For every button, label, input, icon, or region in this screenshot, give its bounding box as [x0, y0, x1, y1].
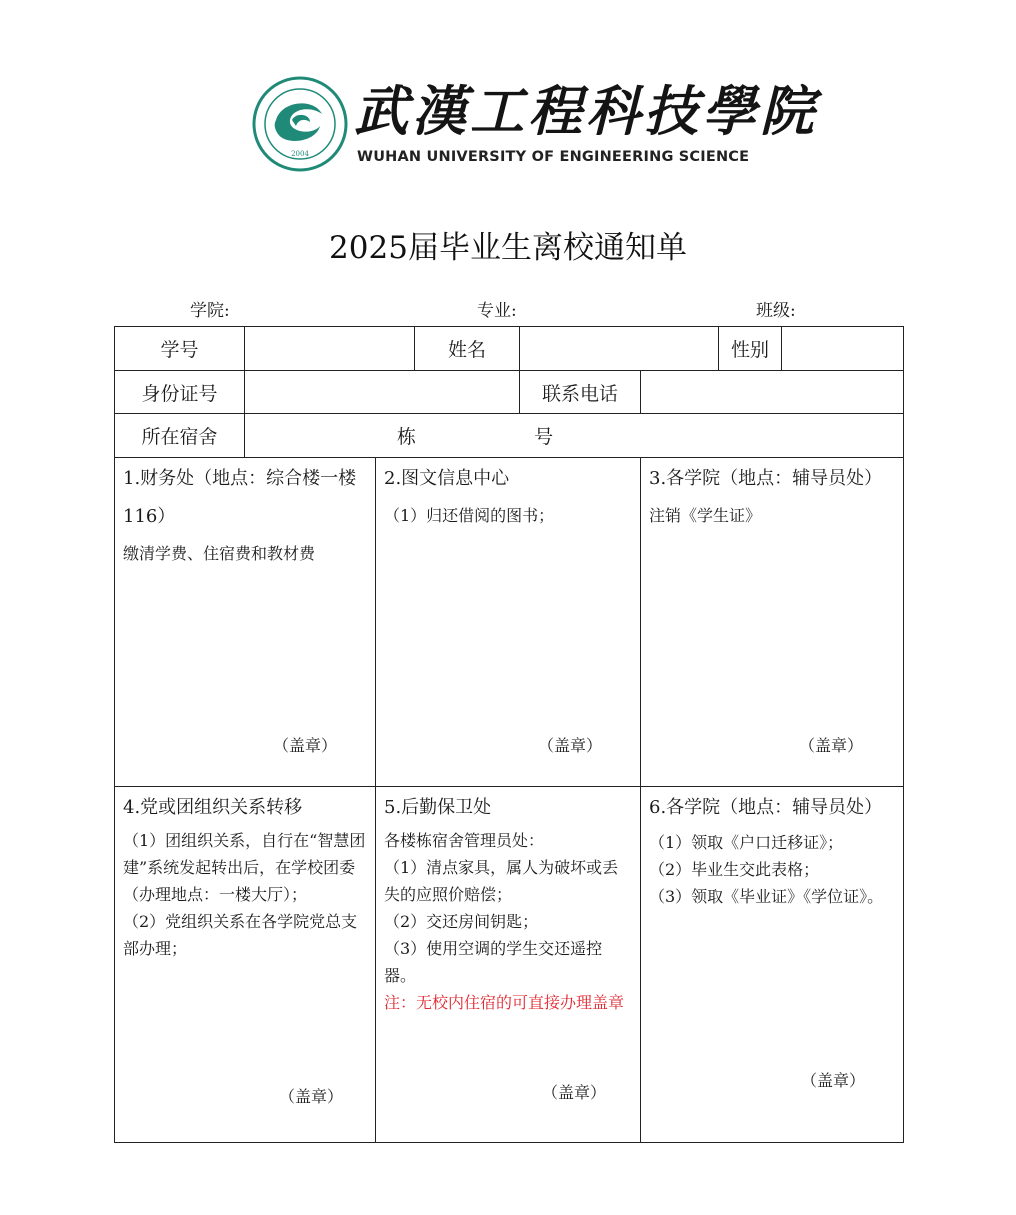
section-party-transfer: [115, 787, 376, 1143]
stamp-finance: （盖章）: [273, 736, 338, 755]
label-phone: 联系电话: [520, 371, 641, 414]
section-finance-title: 1.财务处（地点：综合楼一楼116）: [123, 468, 357, 527]
document-title: 2025届毕业生离校通知单: [329, 230, 687, 266]
section-logistics-title: 5.后勤保卫处: [384, 797, 492, 818]
logo-chinese-name: 武漢工程科技學院: [354, 79, 818, 143]
label-id-card: 身份证号: [115, 371, 245, 414]
label-dorm: 所在宿舍: [115, 414, 245, 458]
section-library-line-1: （1）归还借阅的图书；: [384, 506, 555, 525]
section-library: [376, 458, 641, 787]
section-library-title: 2.图文信息中心: [384, 468, 510, 489]
input-student-id[interactable]: [245, 327, 415, 371]
input-phone[interactable]: [641, 371, 904, 414]
section-logistics-line-1: 各楼栋宿舍管理员处：: [384, 831, 545, 850]
row-departments-1: [115, 458, 904, 787]
section-party-title: 4.党或团组织关系转移: [123, 797, 303, 818]
input-gender[interactable]: [782, 327, 904, 371]
section-logistics-line-3: （2）交还房间钥匙；: [384, 912, 539, 931]
stamp-college-2: （盖章）: [801, 1071, 866, 1090]
university-logo: [252, 76, 818, 172]
input-dorm[interactable]: [245, 414, 904, 458]
section-logistics-line-2: （1）清点家具，属人为破坏或丢失的应照价赔偿；: [384, 858, 619, 904]
stamp-logistics: （盖章）: [542, 1083, 607, 1102]
field-college: 学院:: [190, 301, 230, 321]
section-college-1: [641, 458, 904, 787]
seal-year: 2004: [291, 150, 309, 158]
label-student-id: 学号: [115, 327, 245, 371]
section-college-2-line-3: （3）领取《毕业证》《学位证》。: [649, 887, 884, 906]
field-class: 班级:: [756, 301, 796, 321]
section-logistics-note: 注：无校内住宿的可直接办理盖章: [384, 993, 625, 1012]
stamp-party: （盖章）: [279, 1087, 344, 1106]
section-college-2-line-1: （1）领取《户口迁移证》；: [649, 833, 844, 852]
section-logistics: [376, 787, 641, 1143]
row-dorm-info: [115, 414, 904, 458]
section-party-line-2: （2）党组织关系在各学院党总支部办理；: [123, 912, 358, 958]
row-contact-info: [115, 371, 904, 414]
section-college-2: [641, 787, 904, 1143]
field-major: 专业:: [477, 301, 517, 321]
input-id-card[interactable]: [245, 371, 520, 414]
label-gender: 性别: [719, 327, 782, 371]
section-college-1-title: 3.各学院（地点：辅导员处）: [649, 468, 883, 489]
row-departments-2: [115, 787, 904, 1143]
section-party-line-1: （1）团组织关系，自行在“智慧团建”系统发起转出后，在学校团委（办理地点：一楼大厅）；: [123, 831, 366, 904]
dorm-room-label: 号: [534, 426, 554, 448]
section-college-1-line-1: 注销《学生证》: [649, 506, 762, 525]
stamp-college-1: （盖章）: [799, 736, 864, 755]
input-name[interactable]: [520, 327, 719, 371]
row-student-info: [115, 327, 904, 371]
dorm-building-label: 栋: [397, 426, 417, 448]
section-college-2-title: 6.各学院（地点：辅导员处）: [649, 797, 883, 818]
section-finance: [115, 458, 376, 787]
clearance-form-table: [114, 326, 904, 1143]
section-finance-line-1: 缴清学费、住宿费和教材费: [123, 544, 316, 563]
section-college-2-line-2: （2）毕业生交此表格；: [649, 860, 820, 879]
logo-english-name: WUHAN UNIVERSITY OF ENGINEERING SCIENCE: [357, 149, 750, 165]
stamp-library: （盖章）: [538, 736, 603, 755]
section-logistics-line-4: （3）使用空调的学生交还遥控器。: [384, 939, 603, 985]
label-name: 姓名: [415, 327, 520, 371]
university-seal-icon: [252, 76, 348, 172]
